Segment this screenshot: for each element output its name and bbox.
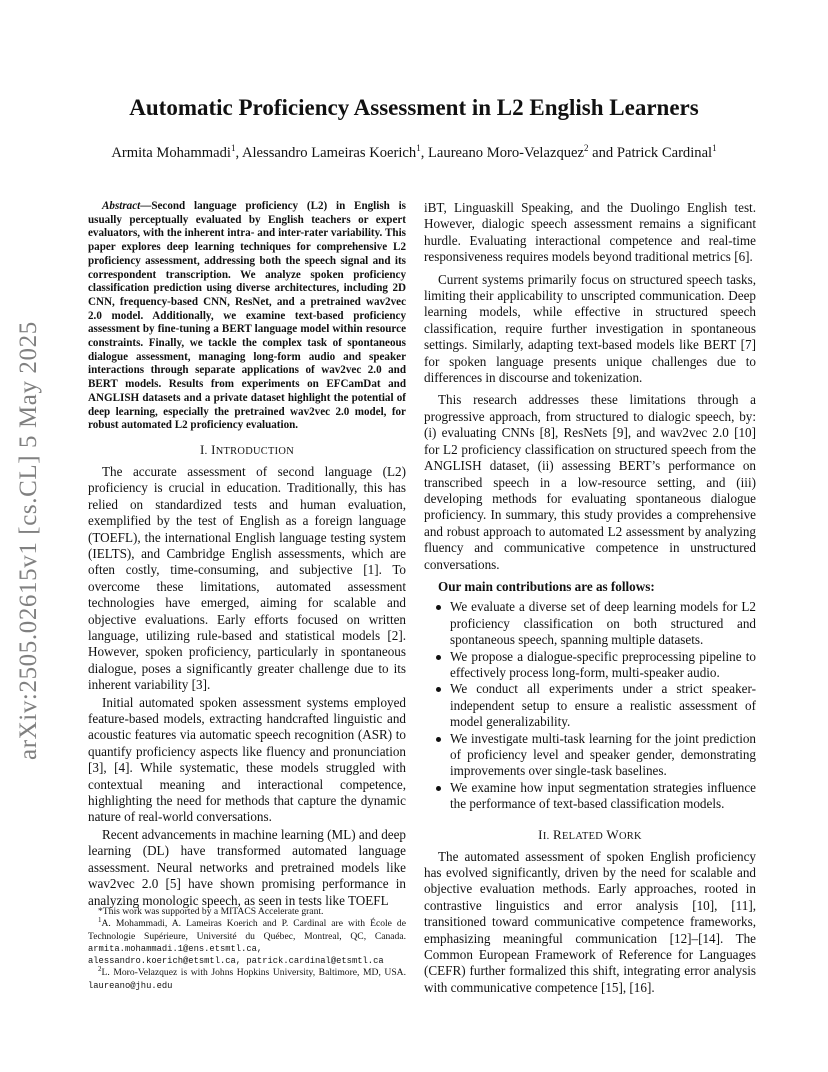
list-item-text: We investigate multi-task learning for the joint prediction of proficiency level and speaker gender, demonstrating improvements over single-task baselines. [450, 730, 756, 779]
affiliation-mark: 1 [416, 143, 421, 154]
list-item [424, 780, 756, 813]
body-paragraph: Recent advancements in machine learning (ML) and deep learning (DL) have transformed automated language assessment. Neural networks and pretrained models like wav2vec 2.0 [5] have shown promising performance in analyzing monologic speech, as seen in tests like TOEFL [88, 826, 406, 908]
footnote-text: L. Moro-Velazquez is with Johns Hopkins University, Baltimore, MD, USA. [101, 967, 406, 979]
author-name: and Patrick Cardinal [588, 145, 713, 161]
author-name: , Laureano Moro-Velazquez [420, 145, 584, 161]
list-item-text: We conduct all experiments under a strict speaker-independent setup to ensure a realistic assessment of model generalizability. [450, 681, 756, 730]
left-column [88, 200, 406, 909]
footnotes [88, 906, 406, 992]
body-paragraph: Initial automated spoken assessment systems employed feature-based models, extracting handcrafted linguistic and acoustic features via automatic speech recognition (ASR) to quantify proficiency aspects like fluency and pronunciation [3], [4]. While systematic, these models struggled with contextual meaning and interactional competence, highlighting the need for methods that capture the dynamic nature of real-world conversations. [88, 694, 406, 825]
contributions-list [424, 599, 756, 812]
body-paragraph: The accurate assessment of second language (L2) proficiency is crucial in education. Traditionally, this has relied on standardized tests and human evaluation, exemplified by the test of English as a foreign language (TOEFL), the international English language testing system (IELTS), and Cambridge English assessments, which are often costly, time-consuming, and subjective [1]. To overcome these limitations, automated assessment technologies have emerged, aiming for scalable and objective evaluations. Early efforts focused on written language, utilizing rule-based and statistical models [2]. However, spoken proficiency, particularly in spontaneous dialogue, poses a significantly greater challenge due to its inherent variability [3]. [88, 463, 406, 693]
body-paragraph: Current systems primarily focus on structured speech tasks, limiting their applicability to unscripted communication. Deep learning models, while effective in structured speech classification, require further investigation in spontaneous settings. Similarly, adapting text-based models like BERT [7] for spoken language presents unique challenges due to differences in discourse and tokenization. [424, 271, 756, 386]
affiliation-mark: 2 [584, 143, 589, 154]
body-paragraph: This research addresses these limitations through a progressive approach, from structured to dialogic speech, by: (i) evaluating CNNs [8], ResNets [9], and wav2vec 2.0 [10] for L2 proficiency classification on structured speech from the ANGLISH dataset, (ii) assessing BERT’s performance on transcribed speech in a low-resource setting, and (iii) developing methods for evaluating spontaneous dialogue proficiency. In summary, this study provides a comprehensive and robust approach to automated L2 assessment by analyzing fluency and communicative competence in unstructured conversations. [424, 392, 756, 572]
list-item-text: We evaluate a diverse set of deep learning models for L2 proficiency classification on both structured and spontaneous speech, spanning multiple datasets. [450, 599, 756, 648]
body-paragraph: iBT, Linguaskill Speaking, and the Duolingo English test. However, dialogic speech assessment remains a significant hurdle. Evaluating interactional competence and real-time responsiveness requires models beyond traditional metrics [6]. [424, 200, 756, 265]
abstract [88, 200, 406, 433]
author-name: , Alessandro Lameiras Koerich [235, 145, 417, 161]
footnote-affiliation-1 [88, 918, 406, 967]
bullet-icon [436, 737, 441, 742]
footnote-mark: 1 [98, 916, 102, 925]
body-paragraph: The automated assessment of spoken English proficiency has evolved significantly, driven by the need for scalable and objective evaluation methods. Early approaches, rooted in contrastive linguistics and error analysis [10], [11], transitioned toward communicative competence frameworks, emphasizing meaningful communication [12]–[14]. The Common European Framework of Reference for Languages (CEFR) further formalized this shift, integrating error analysis with communicative competence [15], [16]. [424, 848, 756, 995]
footnote-affiliation-2 [88, 967, 406, 992]
affiliation-mark: 1 [712, 143, 717, 154]
contributions-heading: Our main contributions are as follows: [438, 578, 655, 594]
footnote-funding: *This work was supported by a MITACS Accelerate grant. [98, 906, 324, 917]
right-column [424, 200, 756, 996]
section-heading-introduction [88, 442, 406, 460]
list-item [424, 649, 756, 682]
section-heading-related-work [424, 827, 756, 845]
abstract-text: Second language proficiency (L2) in English is usually perceptually evaluated by English teachers or expert evaluators, with the inherent intra- and inter-rater variability. This paper explores deep learning techniques for comprehensive L2 proficiency assessment, addressing both the speech signal and its correspondent transcription. We analyze spoken proficiency classification prediction using diverse architectures, including 2D CNN, frequency-based CNN, ResNet, and a pretrained wav2vec 2.0 model. Additionally, we examine text-based proficiency assessment by fine-tuning a BERT language model within resource constraints. Finally, we tackle the complex task of spontaneous dialogue assessment, managing long-form audio and speaker interactions through separate applications of wav2vec 2.0 and BERT models. Results from experiments on EFCamDat and ANGLISH datasets and a private dataset highlight the potential of deep learning, especially the pretrained wav2vec 2.0 model, for robust automated L2 proficiency evaluation. [88, 200, 406, 432]
section-heading-text: II. RELATED WORK [538, 826, 642, 842]
list-item [424, 731, 756, 780]
bullet-icon [436, 605, 441, 610]
footnote-emails: armita.mohammadi.1@ens.etsmtl.ca, alessandro.koerich@etsmtl.ca, patrick.cardinal@etsmtl.ca [88, 943, 384, 967]
list-item-text: We propose a dialogue-specific preprocessing pipeline to effectively process long-form, multi-speaker audio. [450, 648, 756, 680]
footnote-text: A. Mohammadi, A. Lameiras Koerich and P. Cardinal are with École de Technologie Supérieure, Université du Québec, Montreal, QC, Canada. [88, 918, 406, 942]
footnote-mark: 2 [98, 965, 102, 974]
bullet-icon [436, 655, 441, 660]
bullet-icon [436, 786, 441, 791]
author-name: Armita Mohammadi [111, 145, 231, 161]
arxiv-identifier: arXiv:2505.02615v1 [cs.CL] 5 May 2025 [15, 321, 42, 760]
abstract-label: Abstract [102, 200, 141, 212]
footnote-email: laureano@jhu.edu [88, 980, 173, 991]
section-heading-text: I. INTRODUCTION [199, 441, 295, 457]
list-item [424, 599, 756, 648]
bullet-icon [436, 687, 441, 692]
paper-title: Automatic Proficiency Assessment in L2 English Learners [129, 95, 699, 120]
list-item-text: We examine how input segmentation strategies influence the performance of text-based classification models. [450, 779, 756, 812]
author-list [60, 143, 768, 163]
list-item [424, 681, 756, 730]
abstract-dash: — [140, 200, 152, 212]
affiliation-mark: 1 [230, 143, 236, 154]
